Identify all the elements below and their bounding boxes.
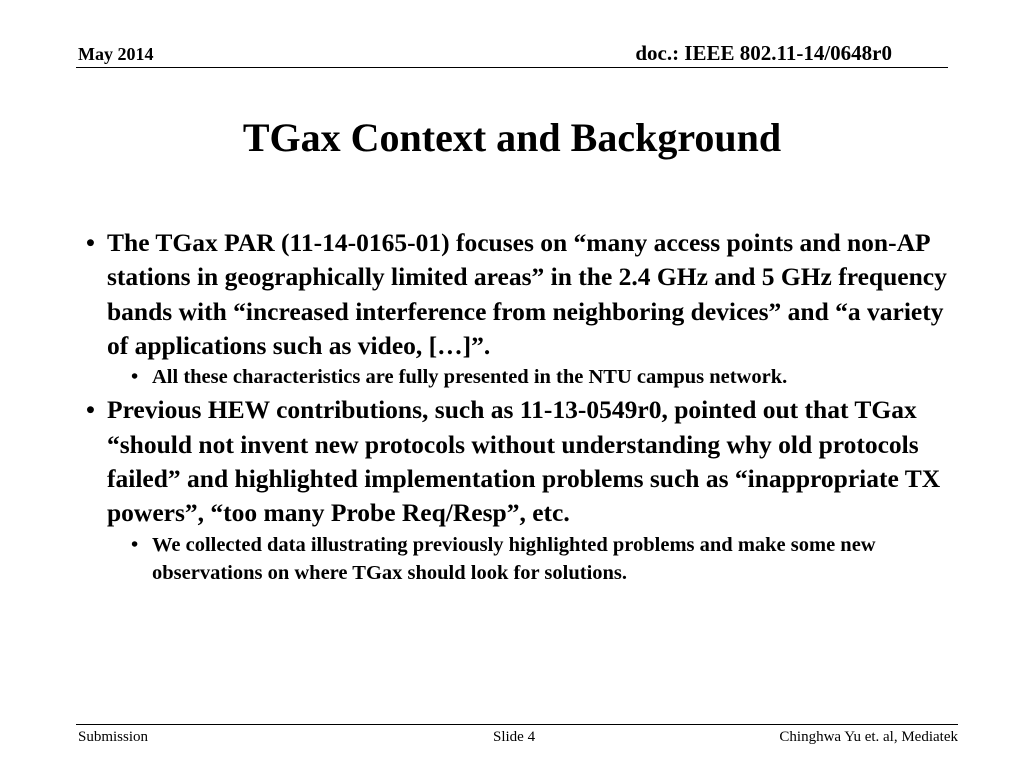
header-doc-id: doc.: IEEE 802.11-14/0648r0 bbox=[635, 41, 892, 65]
slide-body bbox=[86, 226, 956, 587]
footer-slide-number: Slide 4 bbox=[493, 729, 536, 745]
header-divider bbox=[76, 67, 948, 68]
footer-author: Chinghwa Yu et. al, Mediatek bbox=[779, 729, 958, 745]
sub-bullet-ntu-campus: • All these characteristics are fully presented in the NTU campus network. bbox=[131, 363, 956, 391]
footer-submission: Submission bbox=[78, 729, 149, 745]
sub-bullet-data-collected: • We collected data illustrating previously highlighted problems and make some new observations on where TGax should look for solutions. bbox=[131, 531, 956, 588]
bullet-previous-hew: • Previous HEW contributions, such as 11-13-0549r0, pointed out that TGax “should not invent new protocols without understanding why old protocols failed” and highlighted implementation problems such as “inappropriate TX powers”, “too many Probe Req/Resp”, etc. bbox=[86, 393, 956, 530]
header-date: May 2014 bbox=[78, 44, 154, 64]
footer-divider bbox=[76, 724, 958, 725]
bullet-par-focus: • The TGax PAR (11-14-0165-01) focuses on “many access points and non-AP stations in geographically limited areas” in the 2.4 GHz and 5 GHz frequency bands with “increased interference from neighboring devices” and “a variety of applications such as video, […]”. bbox=[86, 226, 956, 363]
slide-title: TGax Context and Background bbox=[242, 115, 782, 160]
